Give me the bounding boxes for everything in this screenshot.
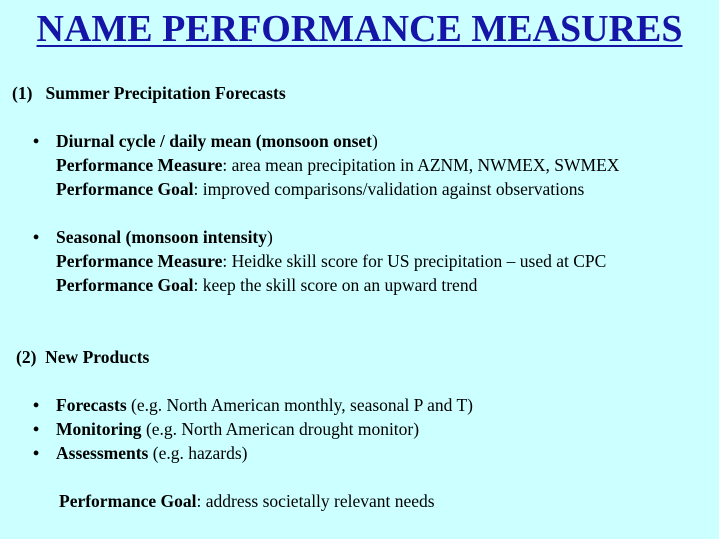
product-forecasts-text: (e.g. North American monthly, seasonal P and T) [126,395,473,415]
bullet-icon: • [33,419,40,439]
product-monitoring [56,418,419,440]
item-2-title [56,226,273,248]
section-2-goal-label: Performance Goal [59,491,197,511]
item-2-measure [56,250,606,272]
section-2-goal [59,490,435,512]
item-2-goal-text: : keep the skill score on an upward trend [193,275,478,295]
item-1-goal-text: : improved comparisons/validation against observations [193,179,585,199]
item-1-measure-label: Performance Measure [56,155,223,175]
item-1-title-bold: Diurnal cycle / daily mean (monsoon onset [56,131,372,151]
item-1-title-end: ) [371,131,378,151]
item-1-goal-label: Performance Goal [56,179,194,199]
item-1-measure-text: : area mean precipitation in AZNM, NWMEX, SWMEX [222,155,620,175]
section-2-heading [16,346,149,368]
product-monitoring-label: Monitoring [56,419,142,439]
item-2-measure-text: : Heidke skill score for US precipitation – used at CPC [222,251,607,271]
product-assessments [56,442,248,464]
product-assessments-text: (e.g. hazards) [148,443,248,463]
product-assessments-label: Assessments [56,443,149,463]
product-monitoring-text: (e.g. North American drought monitor) [141,419,420,439]
section-1-number: (1) [12,83,33,103]
bullet-icon: • [33,131,40,151]
section-2-title: New Products [45,347,150,367]
item-2-goal [56,274,477,296]
bullet-icon: • [33,443,40,463]
section-2-goal-text: : address societally relevant needs [196,491,435,511]
section-2-number: (2) [16,347,37,367]
item-1-measure [56,154,619,176]
product-forecasts-label: Forecasts [56,395,127,415]
item-2-measure-label: Performance Measure [56,251,223,271]
section-1-heading [12,82,286,104]
bullet-icon: • [33,227,40,247]
page-title: NAME PERFORMANCE MEASURES [36,8,683,50]
item-1-goal [56,178,584,200]
item-2-goal-label: Performance Goal [56,275,194,295]
item-2-title-end: ) [267,227,273,247]
item-2-title-bold: Seasonal (monsoon intensity [56,227,268,247]
product-forecasts [56,394,473,416]
section-1-title: Summer Precipitation Forecasts [45,83,286,103]
bullet-icon: • [33,395,40,415]
item-1-title [56,130,378,152]
